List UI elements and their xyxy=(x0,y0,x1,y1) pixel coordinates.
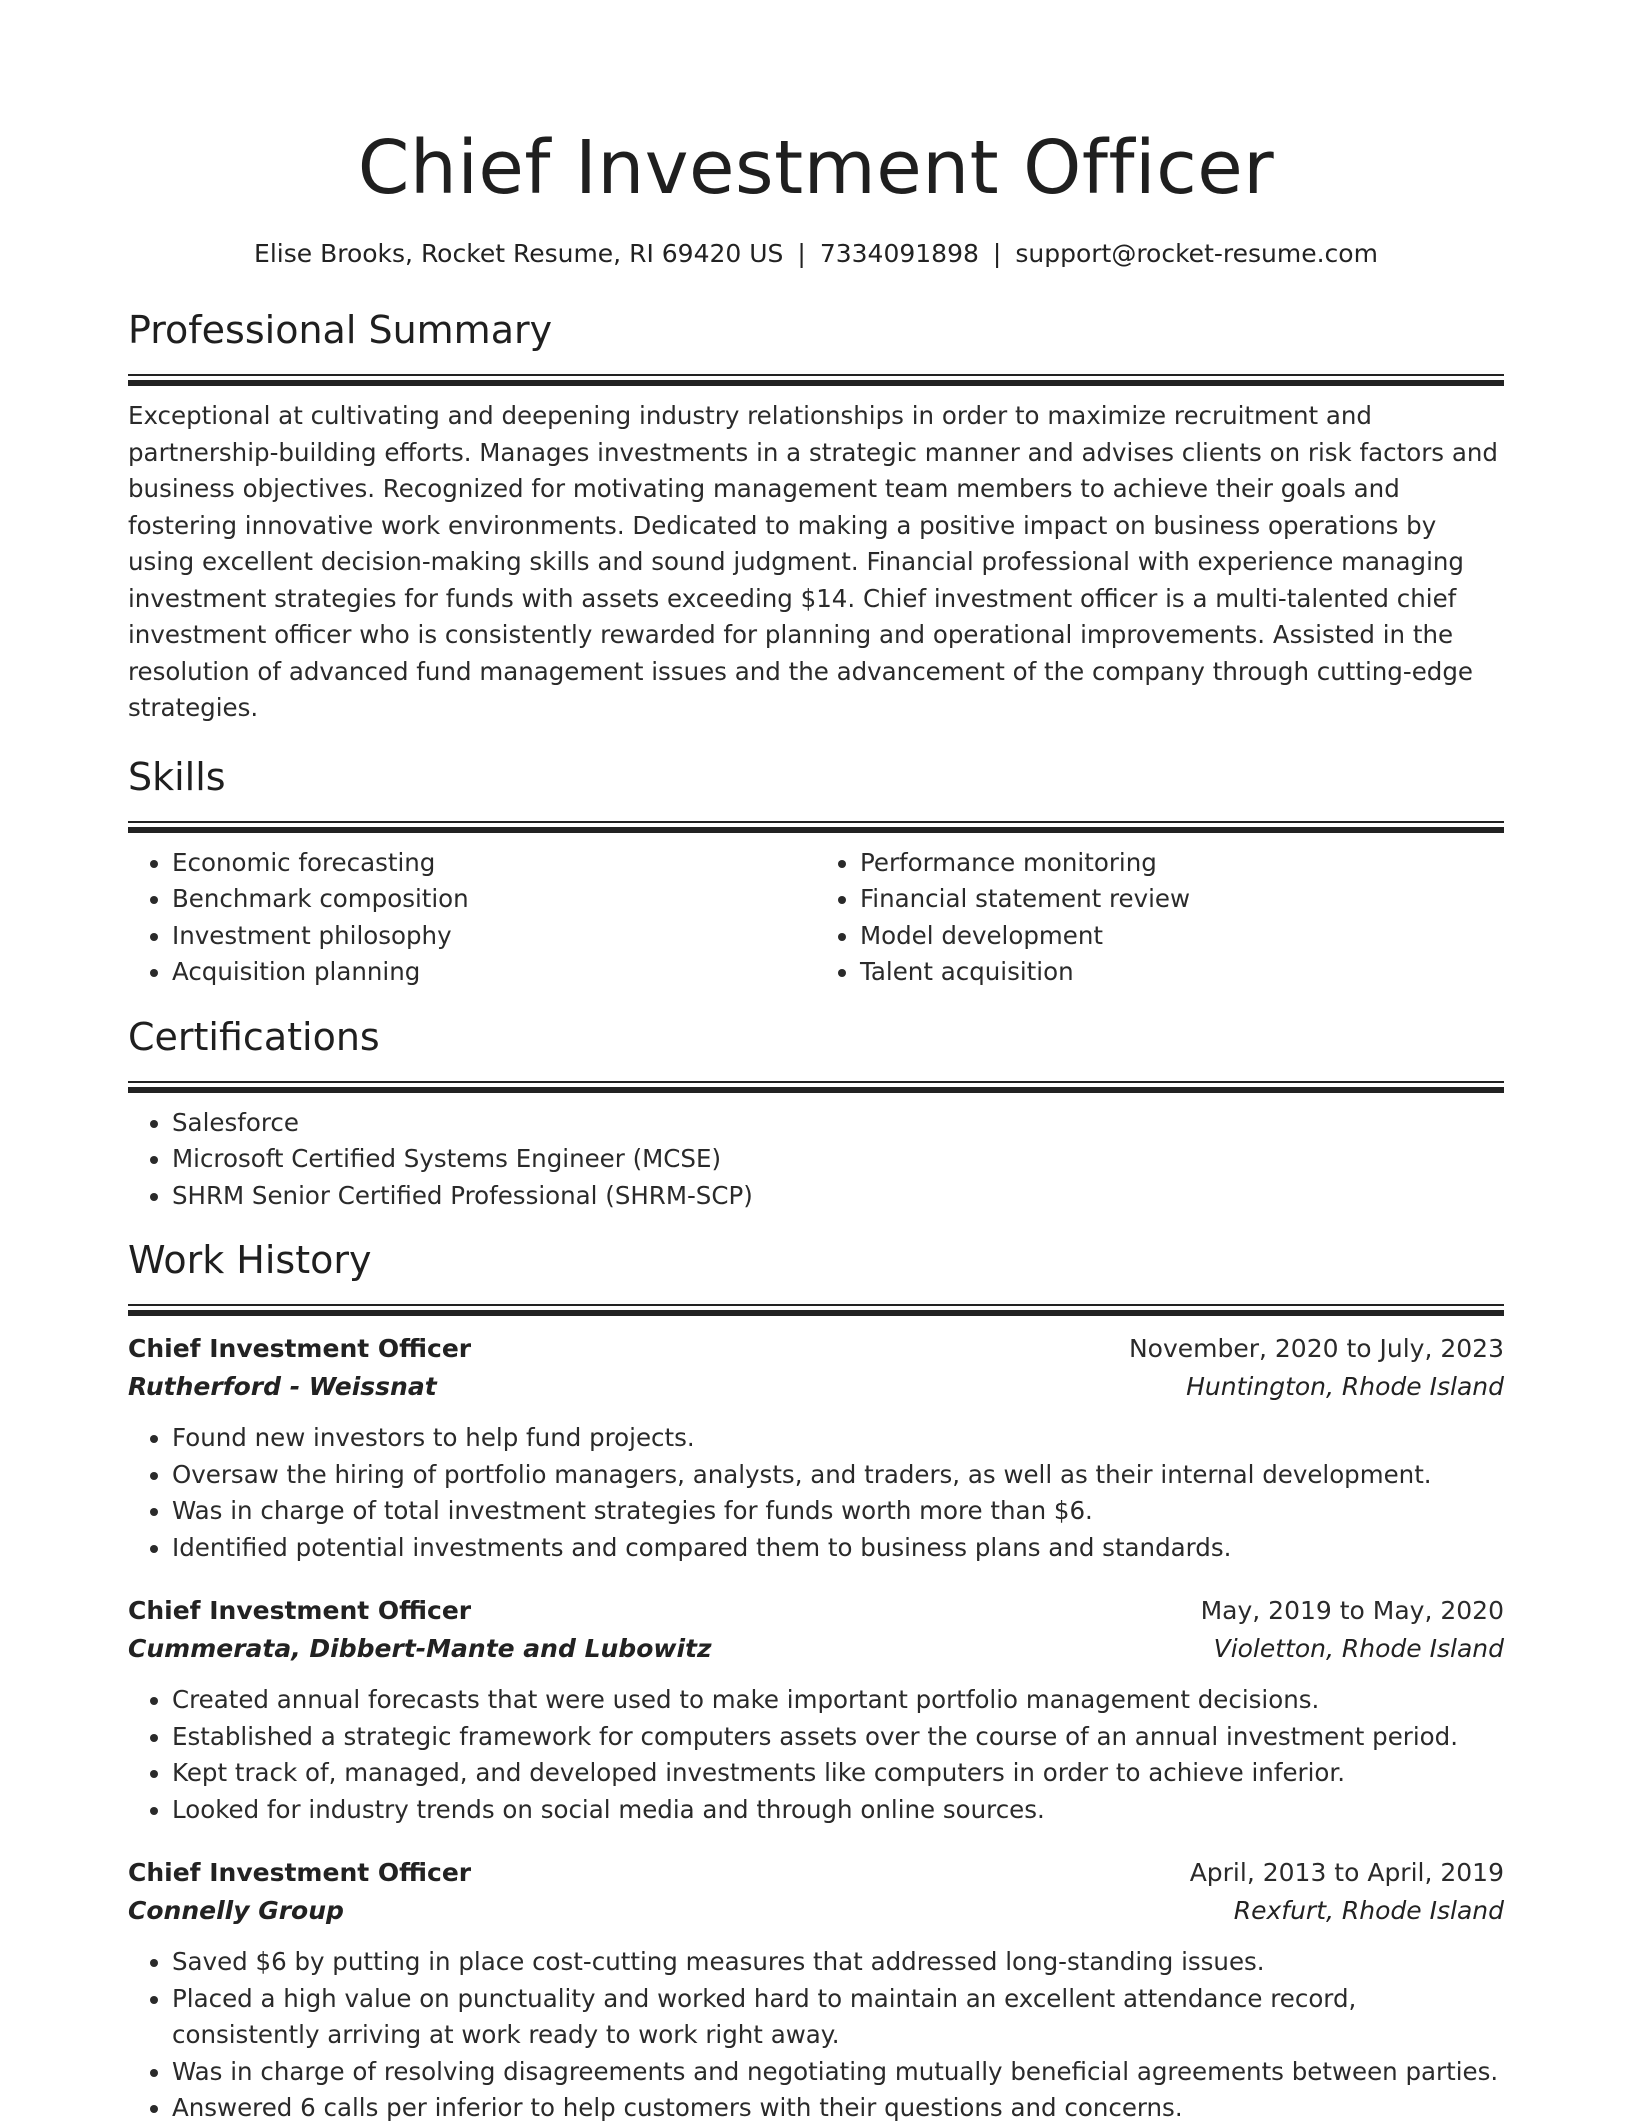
section-heading: Certifications xyxy=(128,1014,380,1059)
job-title: Chief Investment Officer xyxy=(128,1858,472,1887)
job-bullet: • Identified potential investments and compared them to business plans and standards. xyxy=(172,1530,1504,1567)
certifications-section xyxy=(128,1013,1504,1215)
job-entry xyxy=(128,1330,1504,1566)
job-header xyxy=(128,1330,1504,1368)
job-dates: November, 2020 to July, 2023 xyxy=(1128,1334,1504,1363)
job-location: Rexfurt, Rhode Island xyxy=(1233,1896,1504,1925)
job-bullet: • Placed a high value on punctuality and worked hard to maintain an excellent attendance record, consistently arriving at work ready to work right away. xyxy=(172,1981,1504,2054)
job-bullet: • Created annual forecasts that were used to make important portfolio management decisions. xyxy=(172,1682,1504,1719)
job-bullet: • Was in charge of resolving disagreements and negotiating mutually beneficial agreements between parties. xyxy=(172,2054,1504,2091)
job-bullet: • Found new investors to help fund projects. xyxy=(172,1420,1504,1457)
resume-title: Chief Investment Officer xyxy=(357,125,1275,211)
skills-list-right xyxy=(816,845,1504,991)
section-divider xyxy=(128,1304,1504,1316)
job-entry xyxy=(128,1854,1504,2127)
skill-item: • Talent acquisition xyxy=(860,954,1504,991)
section-heading: Professional Summary xyxy=(128,308,553,352)
section-divider xyxy=(128,374,1504,386)
contact-line xyxy=(128,236,1504,272)
job-bullet: • Kept track of, managed, and developed investments like computers in order to achieve inferior. xyxy=(172,1755,1504,1792)
job-bullet: • Saved $6 by putting in place cost-cutting measures that addressed long-standing issues. xyxy=(172,1944,1504,1981)
job-bullet: • Answered 6 calls per inferior to help customers with their questions and concerns. xyxy=(172,2090,1504,2127)
job-location: Violetton, Rhode Island xyxy=(1213,1634,1504,1663)
job-dates: May, 2019 to May, 2020 xyxy=(1200,1596,1504,1625)
skills-section xyxy=(128,753,1504,991)
separator: | xyxy=(797,239,806,268)
contact-email: support@rocket-resume.com xyxy=(1015,239,1378,268)
section-divider xyxy=(128,1081,1504,1093)
skill-item: • Acquisition planning xyxy=(172,954,816,991)
job-company: Cummerata, Dibbert-Mante and Lubowitz xyxy=(128,1634,712,1663)
contact-address: Elise Brooks, Rocket Resume, RI 69420 US xyxy=(254,239,784,268)
work-history-section xyxy=(128,1236,1504,2127)
job-bullet: • Was in charge of total investment strategies for funds worth more than $6. xyxy=(172,1493,1504,1530)
job-subheader xyxy=(128,1368,1504,1406)
job-title: Chief Investment Officer xyxy=(128,1334,472,1363)
skill-item: • Financial statement review xyxy=(860,881,1504,918)
contact-phone: 7334091898 xyxy=(819,239,979,268)
skill-item: • Performance monitoring xyxy=(860,845,1504,882)
section-heading: Work History xyxy=(128,1238,372,1282)
job-bullet: • Looked for industry trends on social media and through online sources. xyxy=(172,1792,1504,1829)
job-title: Chief Investment Officer xyxy=(128,1596,472,1625)
skills-grid xyxy=(128,833,1504,991)
job-bullet: • Oversaw the hiring of portfolio managers, analysts, and traders, as well as their internal development. xyxy=(172,1457,1504,1494)
skill-item: • Model development xyxy=(860,918,1504,955)
job-location: Huntington, Rhode Island xyxy=(1186,1372,1504,1401)
job-dates: April, 2013 to April, 2019 xyxy=(1189,1858,1504,1887)
summary-text: Exceptional at cultivating and deepening industry relationships in order to maximize recruitment and partnership-building efforts. Manages investments in a strategic manner and advises clients on risk factors and business objectives. Recognized for motivating management team members to achieve their goals and fostering innovative work environments. Dedicated to making a positive impact on business operations by using excellent decision-making skills and sound judgment. Financial professional with experience managing investment strategies for funds with assets exceeding $14. Chief investment officer is a multi-talented chief investment officer who is consistently rewarded for planning and operational improvements. Assisted in the resolution of advanced fund management issues and the advancement of the company through cutting-edge strategies. xyxy=(128,401,1498,722)
certification-item: • SHRM Senior Certified Professional (SHRM-SCP) xyxy=(172,1178,1504,1215)
certification-item: • Salesforce xyxy=(172,1105,1504,1142)
skills-list-left xyxy=(128,845,816,991)
section-heading: Skills xyxy=(128,754,226,799)
skill-item: • Investment philosophy xyxy=(172,918,816,955)
job-bullets xyxy=(128,1420,1504,1566)
skill-item: • Benchmark composition xyxy=(172,881,816,918)
summary-section xyxy=(128,306,1504,727)
certification-item: • Microsoft Certified Systems Engineer (MCSE) xyxy=(172,1141,1504,1178)
job-bullets xyxy=(128,1682,1504,1828)
job-subheader xyxy=(128,1892,1504,1930)
job-company: Rutherford - Weissnat xyxy=(128,1372,437,1401)
job-company: Connelly Group xyxy=(128,1896,344,1925)
job-bullet: • Established a strategic framework for computers assets over the course of an annual investment period. xyxy=(172,1719,1504,1756)
job-entry xyxy=(128,1592,1504,1828)
job-header xyxy=(128,1854,1504,1892)
certifications-list xyxy=(128,1105,1504,1215)
section-divider xyxy=(128,821,1504,833)
job-bullets xyxy=(128,1944,1504,2127)
skill-item: • Economic forecasting xyxy=(172,845,816,882)
job-subheader xyxy=(128,1630,1504,1668)
separator: | xyxy=(992,239,1002,268)
job-header xyxy=(128,1592,1504,1630)
